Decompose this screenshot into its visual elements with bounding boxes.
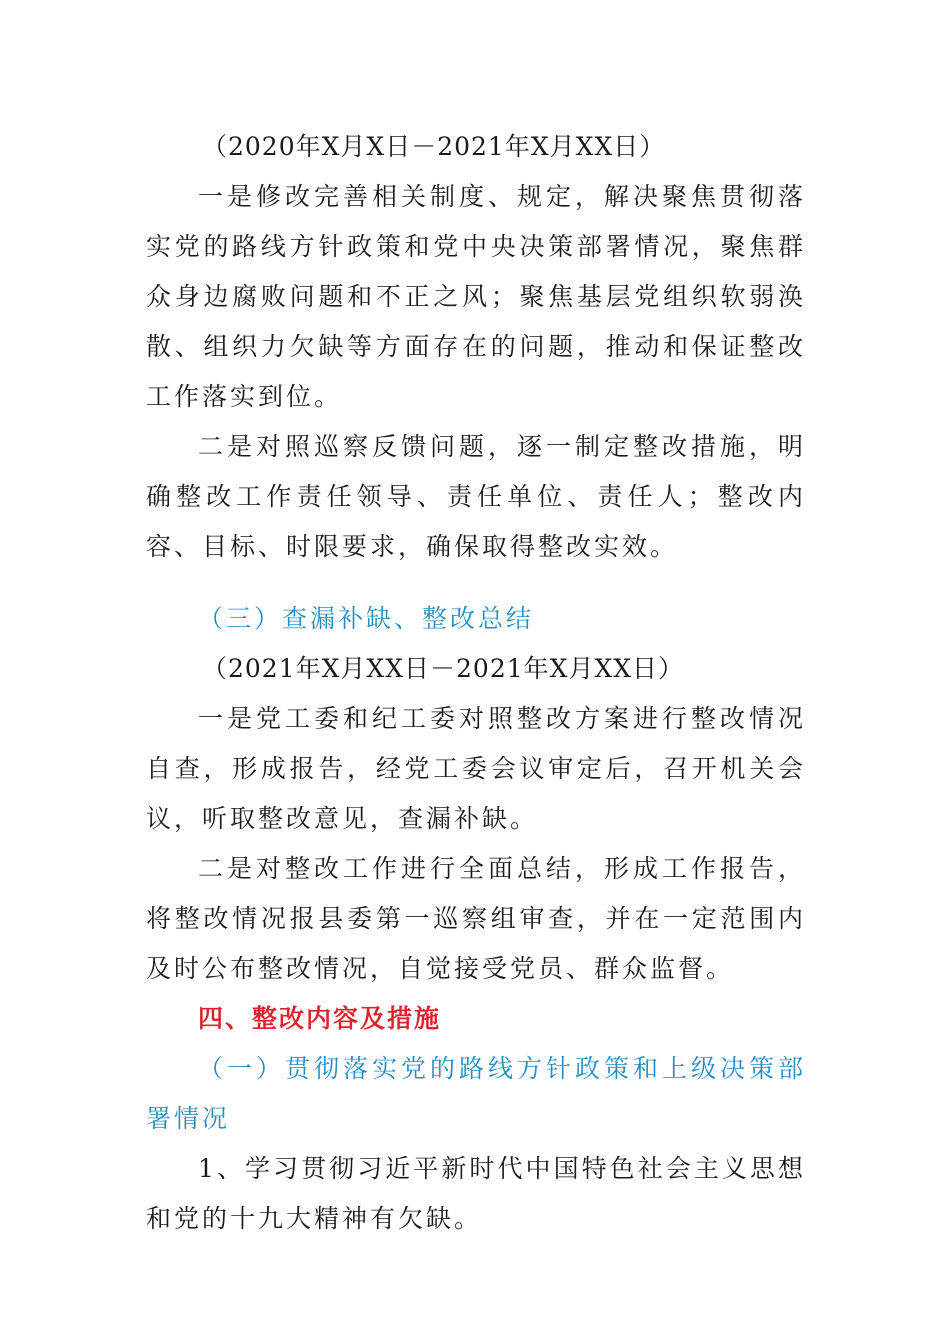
section4-heading: 四、整改内容及措施 xyxy=(198,1004,442,1033)
phase2-date: （2020年X月X日－2021年X月XX日） xyxy=(202,132,666,161)
phase3-date: （2021年X月XX日－2021年X月XX日） xyxy=(202,654,685,683)
document-body xyxy=(146,122,806,1244)
phase3-item-2: 二是对整改工作进行全面总结，形成工作报告，将整改情况报县委第一巡察组审查，并在一定范围内及时公布整改情况，自觉接受党员、群众监督。 xyxy=(146,854,806,983)
phase3-item-1: 一是党工委和纪工委对照整改方案进行整改情况自查，形成报告，经党工委会议审定后，召开机关会议，听取整改意见，查漏补缺。 xyxy=(146,704,806,833)
section4-subheading-1: （一）贯彻落实党的路线方针政策和上级决策部署情况 xyxy=(146,1054,806,1133)
phase2-item-2: 二是对照巡察反馈问题，逐一制定整改措施，明确整改工作责任领导、责任单位、责任人；整改内容、目标、时限要求，确保取得整改实效。 xyxy=(146,432,806,561)
spacer xyxy=(146,572,806,594)
section4-sub1-item-1: 1、学习贯彻习近平新时代中国特色社会主义思想和党的十九大精神有欠缺。 xyxy=(146,1154,806,1233)
phase3-heading: （三）查漏补缺、整改总结 xyxy=(198,604,535,633)
phase2-item-1: 一是修改完善相关制度、规定，解决聚焦贯彻落实党的路线方针政策和党中央决策部署情况，聚焦群众身边腐败问题和不正之风；聚焦基层党组织软弱涣散、组织力欠缺等方面存在的问题，推动和保证整改工作落实到位。 xyxy=(146,182,806,411)
